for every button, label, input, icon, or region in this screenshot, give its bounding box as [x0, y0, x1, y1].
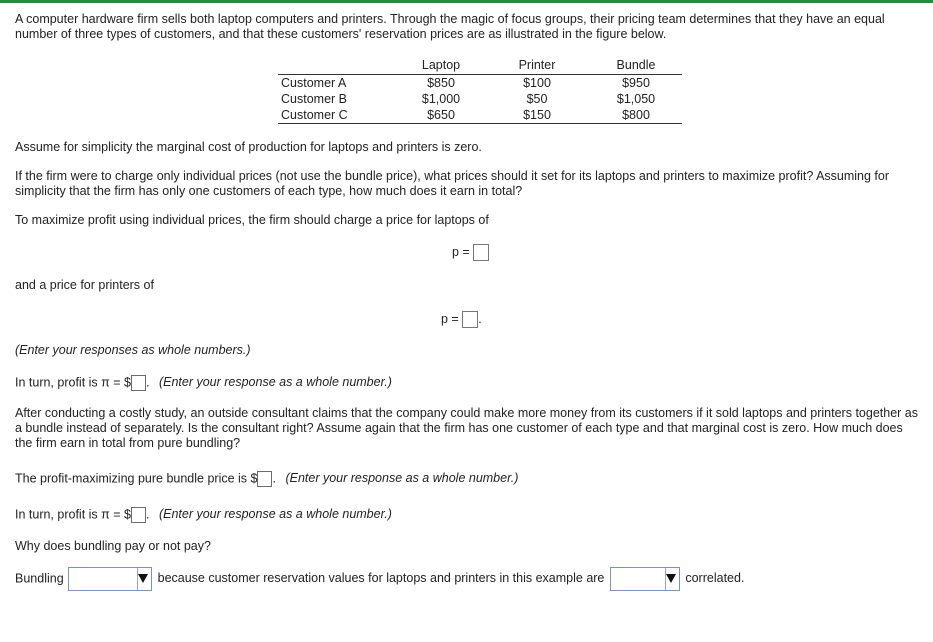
chevron-down-icon — [666, 574, 676, 583]
top-accent-bar — [0, 0, 933, 3]
question-bundling: After conducting a costly study, an outside consultant claims that the company could make more money from its customers if it sold laptops and printers together as a bundle instead of separately. Is the consultant right? Assume again that the firm has one customer of each type and that marginal cost is zero. How much does the firm earn in total from pure bundling? — [15, 406, 918, 450]
table-header-blank — [278, 57, 398, 74]
table-row — [278, 74, 682, 91]
bundle-value: $800 — [590, 107, 682, 124]
bundling-answer-row — [15, 567, 744, 591]
intro-text: A computer hardware firm sells both laptop computers and printers. Through the magic of focus groups, their pricing team determines that they have an equal number of three types of customers, and that these customers' reservation prices are as illustrated in the figure below. — [15, 12, 885, 41]
laptop-value: $650 — [398, 107, 484, 124]
profit-label: In turn, profit is π = $ — [15, 507, 131, 522]
bundle-value: $1,050 — [616, 91, 656, 106]
question-individual-pricing: If the firm were to charge only individual prices (not use the bundle price), what prices should it set for its laptops and printers to maximize profit? Assuming for simplicity that the firm has only one customers of each type, how much does it earn in total? — [15, 169, 890, 198]
individual-profit-input[interactable] — [131, 375, 146, 391]
laptop-value: $1,000 — [421, 91, 461, 106]
printer-price-input[interactable] — [462, 311, 478, 328]
bundle-price-label: The profit-maximizing pure bundle price is $ — [15, 471, 258, 486]
table-row — [278, 91, 682, 108]
customer-name: Customer A — [281, 75, 347, 90]
assumption-text: Assume for simplicity the marginal cost of production for laptops and printers is zero. — [15, 140, 482, 154]
printer-value: $50 — [526, 91, 548, 106]
bundling-pays-dropdown[interactable] — [68, 567, 152, 591]
p-label: p = — [441, 311, 459, 326]
table-header-printer: Printer — [484, 57, 590, 74]
bundle-profit-row: In turn, profit is π = $ . (Enter your response as a whole number.) — [15, 507, 392, 522]
whole-number-note: (Enter your response as a whole number.) — [158, 375, 392, 390]
table-row — [278, 107, 682, 124]
reservation-price-table — [278, 57, 682, 124]
why-question: Why does bundling pay or not pay? — [15, 539, 211, 553]
laptop-value: $850 — [427, 75, 455, 90]
laptop-price-prompt: To maximize profit using individual prices, the firm should charge a price for laptops of — [15, 213, 489, 227]
bundle-profit-input[interactable] — [131, 507, 146, 523]
laptop-price-input[interactable] — [473, 244, 489, 261]
bundle-price-input[interactable] — [257, 471, 272, 487]
printer-value: $100 — [523, 75, 551, 90]
bundle-price-row: The profit-maximizing pure bundle price is $ . (Enter your response as a whole number.) — [15, 471, 519, 486]
laptop-price-row — [452, 244, 489, 261]
customer-name: Customer C — [278, 107, 398, 124]
profit-label: In turn, profit is π = $ — [15, 375, 131, 390]
printer-value: $150 — [484, 107, 590, 124]
table-header-row — [278, 57, 682, 74]
bundling-label: Bundling — [15, 571, 64, 586]
correlated-text: correlated. — [685, 571, 745, 586]
bundle-value: $950 — [622, 75, 650, 90]
printer-price-prompt: and a price for printers of — [15, 278, 154, 292]
table-header-laptop: Laptop — [398, 57, 484, 74]
whole-numbers-note: (Enter your responses as whole numbers.) — [15, 343, 251, 357]
customer-name: Customer B — [281, 91, 347, 106]
whole-number-note: (Enter your response as a whole number.) — [285, 471, 519, 486]
whole-number-note: (Enter your response as a whole number.) — [158, 507, 392, 522]
printer-price-row: p = . — [441, 311, 482, 328]
p-label: p = — [452, 244, 470, 259]
chevron-down-icon — [138, 574, 148, 583]
correlation-dropdown[interactable] — [610, 567, 680, 591]
individual-profit-row: In turn, profit is π = $ . (Enter your response as a whole number.) — [15, 375, 392, 390]
because-text: because customer reservation values for laptops and printers in this example are — [157, 571, 605, 586]
table-header-bundle: Bundle — [590, 57, 682, 74]
